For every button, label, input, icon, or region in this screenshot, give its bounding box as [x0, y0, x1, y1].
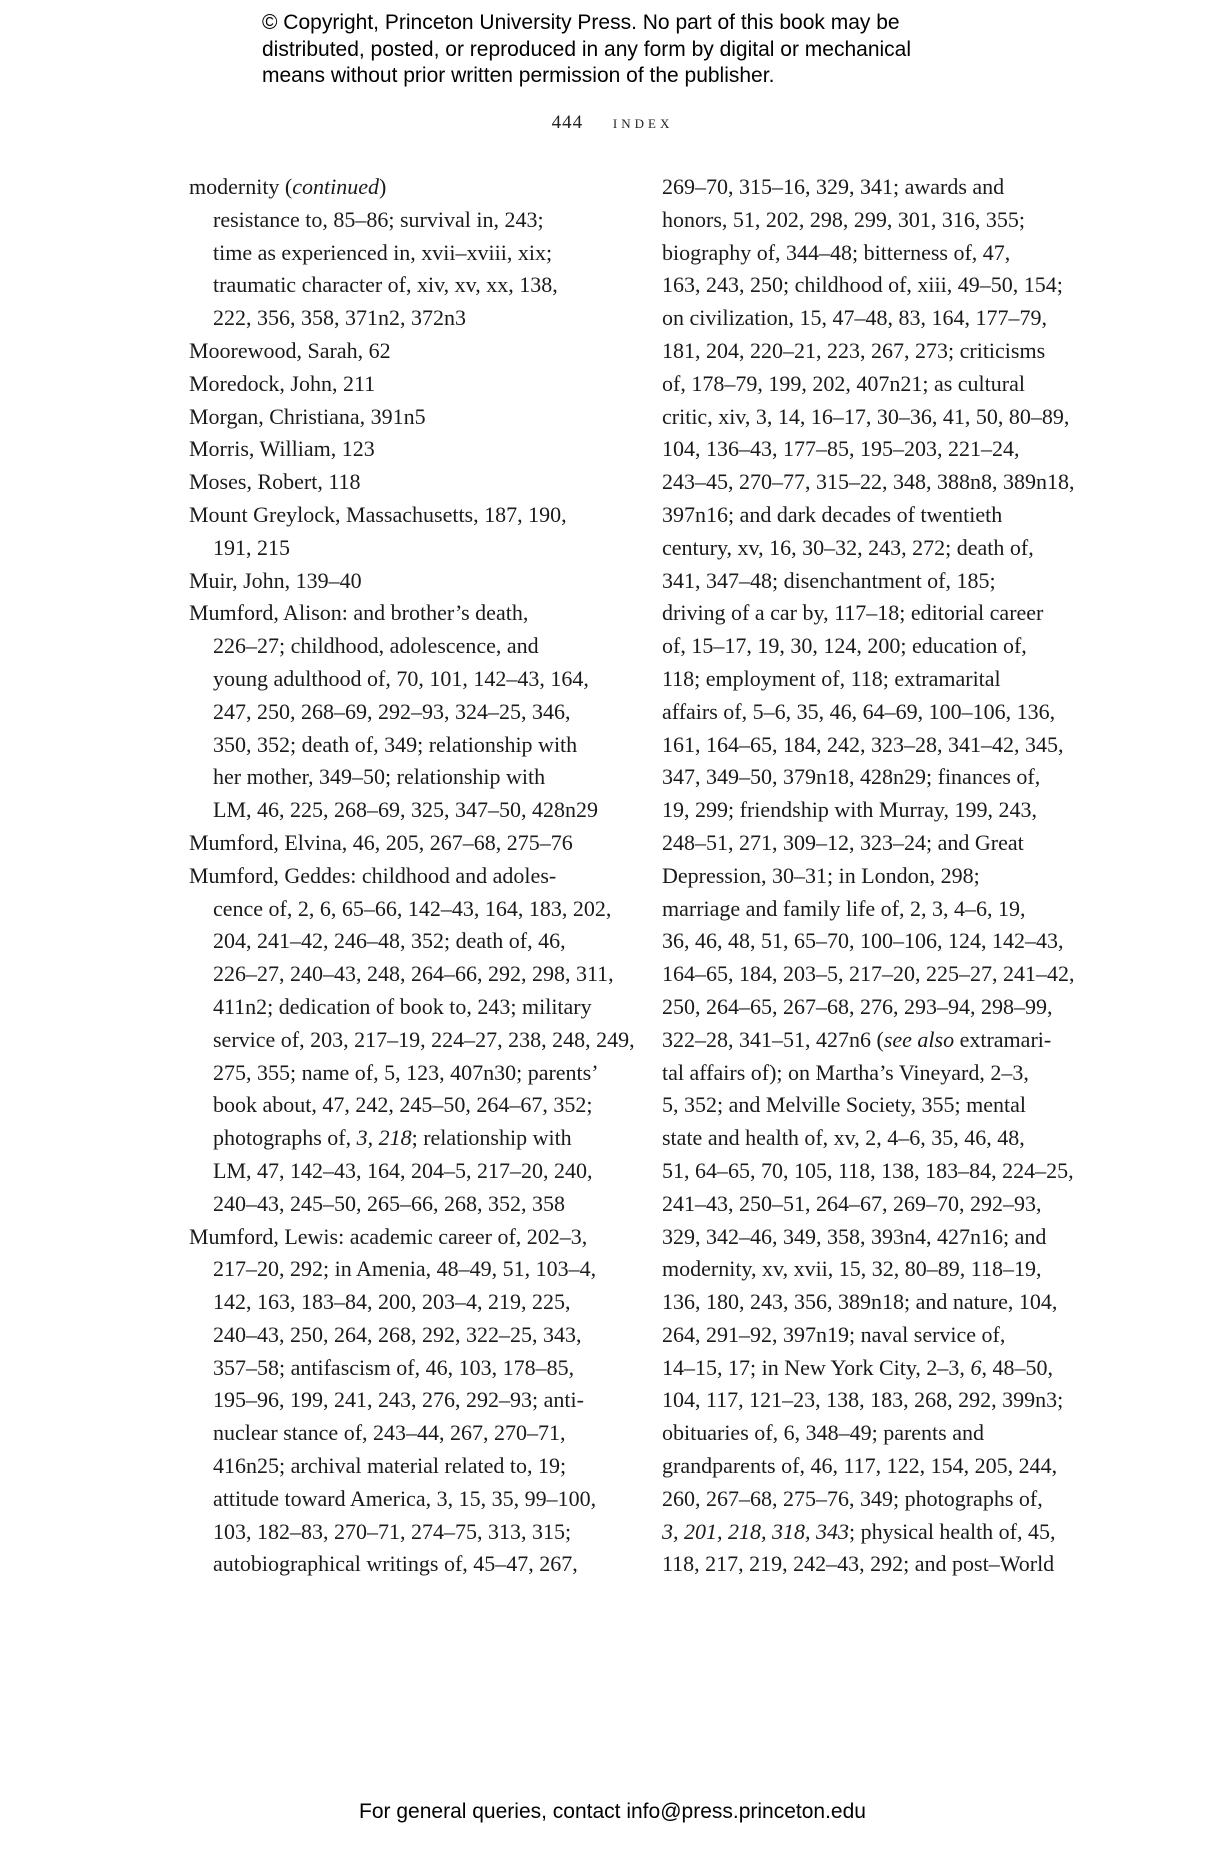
- index-entry-line: [189, 1417, 619, 1450]
- index-entry-heading: [189, 401, 619, 434]
- entry-text: 397n16; and dark decades of twentieth: [662, 501, 1003, 527]
- entry-text: Moorewood, Sarah, 62: [189, 337, 391, 363]
- index-entry-heading: [189, 466, 619, 499]
- entry-text: 104, 136–43, 177–85, 195–203, 221–24,: [662, 436, 1020, 462]
- index-entry-line: [662, 630, 1082, 663]
- index-entry-line: [662, 925, 1082, 958]
- italic-text: 3, 201, 218, 318, 343: [662, 1518, 849, 1544]
- index-entry-line: [189, 1024, 635, 1057]
- entry-text: , 48–50,: [981, 1354, 1053, 1380]
- index-entry-line: [662, 565, 1082, 598]
- index-entry-line: [662, 466, 1082, 499]
- index-entry-line: [189, 532, 619, 565]
- entry-text: driving of a car by, 117–18; editorial career: [662, 600, 1044, 626]
- index-entry-line: [189, 1188, 619, 1221]
- copyright-line: distributed, posted, or reproduced in any form by digital or mechanical: [262, 37, 912, 61]
- entry-text: on civilization, 15, 47–48, 83, 164, 177–79,: [662, 305, 1047, 331]
- entry-text: 19, 299; friendship with Murray, 199, 243,: [662, 797, 1037, 823]
- entry-text: Morris, William, 123: [189, 436, 375, 462]
- index-entry-heading: [189, 433, 619, 466]
- entry-text: grandparents of, 46, 117, 122, 154, 205, 244,: [662, 1453, 1058, 1479]
- index-entry-line: [189, 1352, 619, 1385]
- index-entry-heading: [189, 860, 619, 893]
- index-entry-line: [189, 794, 619, 827]
- entry-text: 136, 180, 243, 356, 389n18; and nature, 104,: [662, 1289, 1058, 1315]
- entry-text: LM, 46, 225, 268–69, 325, 347–50, 428n29: [213, 797, 598, 823]
- index-entry-line: [189, 696, 619, 729]
- index-entry-line: [189, 663, 619, 696]
- entry-text: ): [379, 174, 387, 199]
- index-entry-line: [662, 860, 1082, 893]
- entry-text: 118; employment of, 118; extramarital: [662, 665, 1001, 691]
- index-entry-line: [662, 958, 1082, 991]
- entry-text: Moredock, John, 211: [189, 370, 376, 396]
- page-number: 444: [551, 112, 584, 133]
- entry-text: 411n2; dedication of book to, 243; military: [213, 993, 592, 1019]
- index-entry-line: [662, 663, 1082, 696]
- index-entry-line: [662, 1024, 1082, 1057]
- entry-text: 164–65, 184, 203–5, 217–20, 225–27, 241–42,: [662, 961, 1075, 987]
- entry-text: photographs of,: [213, 1125, 357, 1151]
- entry-text: biography of, 344–48; bitterness of, 47,: [662, 239, 1011, 265]
- entry-text: 240–43, 250, 264, 268, 292, 322–25, 343,: [213, 1321, 582, 1347]
- entry-text: Mumford, Alison: and brother’s death,: [189, 600, 529, 626]
- entry-text: modernity (: [189, 174, 293, 199]
- index-entry-line: [662, 1417, 1082, 1450]
- index-entry-line: [662, 1057, 1082, 1090]
- entry-text: Muir, John, 139–40: [189, 567, 362, 593]
- index-entry-line: [662, 1548, 1082, 1581]
- entry-text: 347, 349–50, 379n18, 428n29; finances of,: [662, 764, 1041, 790]
- footer-contact: For general queries, contact info@press.princeton.edu: [359, 1800, 866, 1823]
- index-entry-line: [189, 1548, 619, 1581]
- entry-text: tal affairs of); on Martha’s Vineyard, 2–3,: [662, 1059, 1029, 1085]
- index-entry-line: [662, 1319, 1082, 1352]
- entry-text: LM, 47, 142–43, 164, 204–5, 217–20, 240,: [213, 1157, 593, 1183]
- entry-text: honors, 51, 202, 298, 299, 301, 316, 355;: [662, 206, 1025, 232]
- copyright-line: means without prior written permission of the publisher.: [262, 64, 775, 87]
- entry-text: 269–70, 315–16, 329, 341; awards and: [662, 174, 1005, 199]
- italic-text: 6: [970, 1354, 982, 1380]
- index-entry-line: [189, 991, 619, 1024]
- index-entry-line: [662, 401, 1082, 434]
- entry-text: young adulthood of, 70, 101, 142–43, 164,: [213, 665, 589, 691]
- entry-text: Mumford, Lewis: academic career of, 202–3,: [189, 1223, 588, 1249]
- entry-text: 241–43, 250–51, 264–67, 269–70, 292–93,: [662, 1190, 1042, 1216]
- entry-text: affairs of, 5–6, 35, 46, 64–69, 100–106, 136,: [662, 698, 1056, 724]
- index-entry-heading: [189, 171, 619, 204]
- entry-text: 163, 243, 250; childhood of, xiii, 49–50, 154;: [662, 272, 1063, 298]
- index-entry-heading: [189, 565, 619, 598]
- italic-text: continued: [292, 174, 380, 199]
- entry-text: 217–20, 292; in Amenia, 48–49, 51, 103–4,: [213, 1256, 597, 1282]
- entry-text: 226–27; childhood, adolescence, and: [213, 633, 539, 659]
- index-entry-heading: [189, 827, 619, 860]
- entry-text: Mumford, Geddes: childhood and adoles-: [189, 862, 557, 888]
- entry-text: 240–43, 245–50, 265–66, 268, 352, 358: [213, 1190, 565, 1216]
- entry-text: cence of, 2, 6, 65–66, 142–43, 164, 183, 202,: [213, 895, 612, 921]
- entry-text: Moses, Robert, 118: [189, 469, 361, 495]
- index-entry-line: [662, 893, 1082, 926]
- index-entry-heading: [189, 597, 619, 630]
- index-entry-line: [662, 237, 1082, 270]
- index-entry-line: [189, 269, 619, 302]
- entry-text: resistance to, 85–86; survival in, 243;: [213, 206, 544, 232]
- entry-text: 247, 250, 268–69, 292–93, 324–25, 346,: [213, 698, 571, 724]
- entry-text: 191, 215: [213, 534, 290, 560]
- entry-text: 5, 352; and Melville Society, 355; mental: [662, 1092, 1026, 1118]
- index-entry-line: [662, 597, 1082, 630]
- entry-text: ; relationship with: [411, 1125, 572, 1151]
- entry-text: her mother, 349–50; relationship with: [213, 764, 546, 790]
- index-entry-line: [189, 1319, 619, 1352]
- entry-text: century, xv, 16, 30–32, 243, 272; death of,: [662, 534, 1034, 560]
- entry-text: 322–28, 341–51, 427n6 (: [662, 1026, 884, 1052]
- entry-text: 250, 264–65, 267–68, 276, 293–94, 298–99,: [662, 993, 1053, 1019]
- index-entry-line: [662, 532, 1082, 565]
- entry-text: service of, 203, 217–19, 224–27, 238, 248, 249,: [213, 1026, 635, 1052]
- entry-text: 226–27, 240–43, 248, 264–66, 292, 298, 311,: [213, 961, 614, 987]
- entry-text: modernity, xv, xvii, 15, 32, 80–89, 118–19,: [662, 1256, 1042, 1282]
- entry-text: 195–96, 199, 241, 243, 276, 292–93; anti-: [213, 1387, 584, 1413]
- entry-text: traumatic character of, xiv, xv, xx, 138,: [213, 272, 558, 298]
- entry-text: Depression, 30–31; in London, 298;: [662, 862, 980, 888]
- index-entry-line: [189, 1483, 619, 1516]
- index-entry-heading: [189, 1221, 619, 1254]
- index-entry-line: [662, 335, 1082, 368]
- index-entry-line: [189, 1253, 619, 1286]
- italic-text: see also: [883, 1026, 955, 1052]
- entry-text: attitude toward America, 3, 15, 35, 99–100,: [213, 1485, 597, 1511]
- index-entry-line: [662, 171, 1082, 204]
- entry-text: marriage and family life of, 2, 3, 4–6, 19,: [662, 895, 1026, 921]
- index-entry-line: [662, 761, 1082, 794]
- index-entry-line: [662, 1352, 1082, 1385]
- index-entry-line: [189, 893, 619, 926]
- index-entry-line: [662, 204, 1082, 237]
- entry-text: 103, 182–83, 270–71, 274–75, 313, 315;: [213, 1518, 572, 1544]
- entry-text: 118, 217, 219, 242–43, 292; and post–World: [662, 1551, 1055, 1577]
- running-head: [0, 112, 1225, 134]
- entry-text: 264, 291–92, 397n19; naval service of,: [662, 1321, 1006, 1347]
- entry-text: obituaries of, 6, 348–49; parents and: [662, 1420, 984, 1446]
- entry-text: Morgan, Christiana, 391n5: [189, 403, 426, 429]
- index-entry-line: [662, 1089, 1082, 1122]
- index-entry-line: [662, 729, 1082, 762]
- index-entry-line: [189, 630, 619, 663]
- entry-text: 350, 352; death of, 349; relationship with: [213, 731, 578, 757]
- copyright-notice: [262, 10, 982, 90]
- entry-text: Mumford, Elvina, 46, 205, 267–68, 275–76: [189, 829, 573, 855]
- index-entry-line: [662, 1253, 1082, 1286]
- index-entry-line: [662, 1483, 1082, 1516]
- entry-text: critic, xiv, 3, 14, 16–17, 30–36, 41, 50, 80–89,: [662, 403, 1070, 429]
- index-entry-line: [662, 1122, 1082, 1155]
- section-title: index: [612, 112, 674, 133]
- entry-text: 222, 356, 358, 371n2, 372n3: [213, 305, 466, 331]
- index-entry-line: [189, 1155, 619, 1188]
- index-entry-line: [189, 1089, 619, 1122]
- entry-text: autobiographical writings of, 45–47, 267,: [213, 1551, 578, 1577]
- entry-text: 51, 64–65, 70, 105, 118, 138, 183–84, 224–25,: [662, 1157, 1074, 1183]
- entry-text: 260, 267–68, 275–76, 349; photographs of,: [662, 1485, 1043, 1511]
- index-entry-heading: [189, 368, 619, 401]
- index-entry-line: [662, 433, 1082, 466]
- entry-text: 142, 163, 183–84, 200, 203–4, 219, 225,: [213, 1289, 571, 1315]
- entry-text: of, 178–79, 199, 202, 407n21; as cultural: [662, 370, 1025, 396]
- index-entry-line: [189, 1384, 619, 1417]
- entry-text: 416n25; archival material related to, 19;: [213, 1453, 567, 1479]
- index-entry-line: [662, 368, 1082, 401]
- index-entry-line: [662, 794, 1082, 827]
- entry-text: Mount Greylock, Massachusetts, 187, 190,: [189, 501, 567, 527]
- index-entry-line: [189, 1516, 619, 1549]
- entry-text: 275, 355; name of, 5, 123, 407n30; parents’: [213, 1059, 599, 1085]
- entry-text: time as experienced in, xvii–xviii, xix;: [213, 239, 553, 265]
- index-entry-line: [662, 991, 1082, 1024]
- entry-text: 243–45, 270–77, 315–22, 348, 388n8, 389n18,: [662, 469, 1075, 495]
- entry-text: 181, 204, 220–21, 223, 267, 273; criticisms: [662, 337, 1046, 363]
- entry-text: 14–15, 17; in New York City, 2–3,: [662, 1354, 971, 1380]
- index-entry-line: [189, 958, 619, 991]
- entry-text: of, 15–17, 19, 30, 124, 200; education of,: [662, 633, 1027, 659]
- index-entry-line: [189, 1057, 619, 1090]
- index-entry-line: [662, 1516, 1082, 1549]
- index-entry-line: [662, 1286, 1082, 1319]
- index-entry-line: [662, 1384, 1082, 1417]
- index-entry-line: [662, 1188, 1082, 1221]
- index-column-right: [662, 171, 1082, 1581]
- entry-text: extramari-: [954, 1026, 1052, 1052]
- index-entry-line: [662, 499, 1082, 532]
- index-entry-line: [189, 1450, 619, 1483]
- entry-text: book about, 47, 242, 245–50, 264–67, 352;: [213, 1092, 593, 1118]
- entry-text: 329, 342–46, 349, 358, 393n4, 427n16; and: [662, 1223, 1047, 1249]
- entry-text: 357–58; antifascism of, 46, 103, 178–85,: [213, 1354, 575, 1380]
- index-column-left: [189, 171, 635, 1581]
- index-entry-line: [662, 1450, 1082, 1483]
- entry-text: 341, 347–48; disenchantment of, 185;: [662, 567, 996, 593]
- index-entry-line: [662, 302, 1082, 335]
- index-entry-line: [189, 761, 619, 794]
- index-entry-line: [662, 1221, 1082, 1254]
- index-entry-line: [189, 237, 619, 270]
- entry-text: nuclear stance of, 243–44, 267, 270–71,: [213, 1420, 566, 1446]
- index-entry-line: [662, 269, 1082, 302]
- copyright-line: © Copyright, Princeton University Press. No part of this book may be: [262, 11, 900, 34]
- index-entry-heading: [189, 335, 619, 368]
- index-entry-line: [189, 204, 619, 237]
- entry-text: 204, 241–42, 246–48, 352; death of, 46,: [213, 928, 566, 954]
- index-entry-line: [189, 1286, 619, 1319]
- index-entry-heading: [189, 499, 619, 532]
- index-entry-line: [189, 302, 619, 335]
- entry-text: 248–51, 271, 309–12, 323–24; and Great: [662, 829, 1024, 855]
- italic-text: 3, 218: [356, 1125, 412, 1151]
- entry-text: 104, 117, 121–23, 138, 183, 268, 292, 399n3;: [662, 1387, 1064, 1413]
- index-entry-line: [662, 1155, 1082, 1188]
- entry-text: 36, 46, 48, 51, 65–70, 100–106, 124, 142–43,: [662, 928, 1064, 954]
- index-entry-line: [189, 729, 619, 762]
- index-entry-line: [189, 1122, 619, 1155]
- entry-text: state and health of, xv, 2, 4–6, 35, 46, 48,: [662, 1125, 1025, 1151]
- index-entry-line: [189, 925, 619, 958]
- index-entry-line: [662, 827, 1082, 860]
- index-entry-line: [662, 696, 1082, 729]
- entry-text: ; physical health of, 45,: [849, 1518, 1056, 1544]
- entry-text: 161, 164–65, 184, 242, 323–28, 341–42, 345,: [662, 731, 1064, 757]
